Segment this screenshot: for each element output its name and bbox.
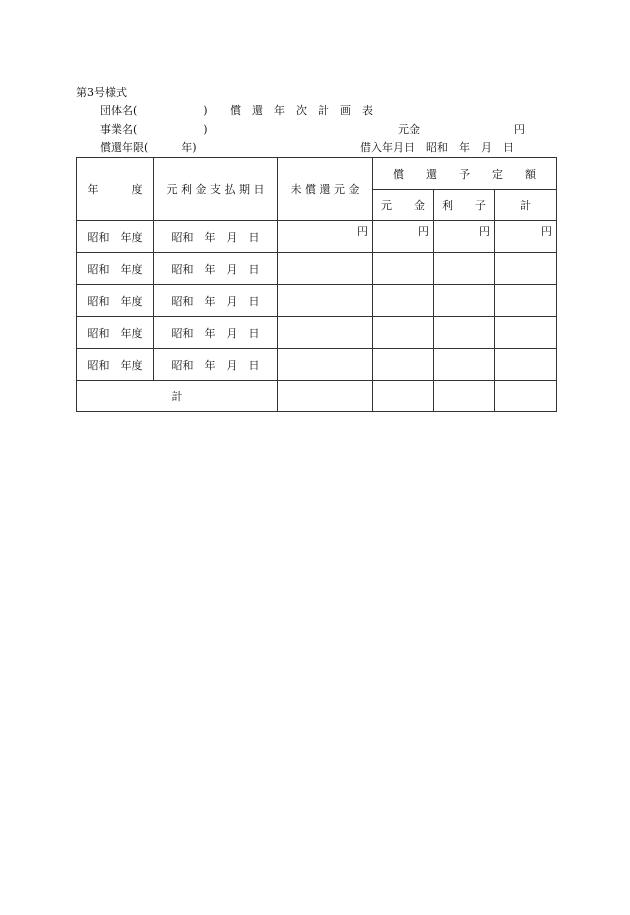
- header-interest: 利 子: [434, 190, 495, 221]
- principal-cell: 円: [373, 221, 434, 253]
- header-scheduled-amount: 償 還 予 定 額: [373, 158, 557, 190]
- total-cell: [495, 253, 557, 285]
- total-cell: [495, 349, 557, 381]
- interest-cell: 円: [434, 221, 495, 253]
- table-row: [77, 253, 557, 285]
- project-name-label: 事業名( ): [100, 123, 208, 136]
- total-label-cell: 計: [77, 381, 278, 412]
- interest-total-cell: [434, 381, 495, 412]
- repayment-schedule-table: [76, 157, 557, 412]
- unpaid-principal-total-cell: [278, 381, 373, 412]
- year-cell: 昭和 年度: [77, 285, 154, 317]
- interest-cell: [434, 317, 495, 349]
- header-year: 年 度: [77, 158, 154, 221]
- year-cell: 昭和 年度: [77, 349, 154, 381]
- payment-date-cell: 昭和 年 月 日: [154, 349, 278, 381]
- unpaid-principal-cell: 円: [278, 221, 373, 253]
- table-row: [77, 317, 557, 349]
- unpaid-principal-cell: [278, 253, 373, 285]
- principal-cell: [373, 253, 434, 285]
- header-total: 計: [495, 190, 557, 221]
- header-row: [77, 158, 557, 190]
- repayment-term-label: 償還年限( 年): [100, 141, 197, 154]
- total-cell: [495, 285, 557, 317]
- unpaid-principal-cell: [278, 349, 373, 381]
- unpaid-principal-cell: [278, 317, 373, 349]
- table-row: [77, 349, 557, 381]
- principal-cell: [373, 285, 434, 317]
- interest-cell: [434, 285, 495, 317]
- unpaid-principal-cell: [278, 285, 373, 317]
- organization-name-label: 団体名( ): [100, 104, 208, 117]
- principal-cell: [373, 317, 434, 349]
- total-cell: 円: [495, 221, 557, 253]
- total-row: [77, 381, 557, 412]
- grand-total-cell: [495, 381, 557, 412]
- payment-date-cell: 昭和 年 月 日: [154, 317, 278, 349]
- document-heading: 償 還 年 次 計 画 表: [230, 104, 373, 117]
- payment-date-cell: 昭和 年 月 日: [154, 221, 278, 253]
- principal-total-cell: [373, 381, 434, 412]
- table-row: [77, 221, 557, 253]
- total-cell: [495, 317, 557, 349]
- interest-cell: [434, 253, 495, 285]
- borrow-date-label: 借入年月日 昭和 年 月 日: [360, 141, 514, 154]
- form-number: 第3号様式: [76, 86, 127, 99]
- payment-date-cell: 昭和 年 月 日: [154, 253, 278, 285]
- header-payment-date: 元 利 金 支 払 期 日: [154, 158, 278, 221]
- payment-date-cell: 昭和 年 月 日: [154, 285, 278, 317]
- table-row: [77, 285, 557, 317]
- principal-unit: 円: [514, 123, 525, 136]
- year-cell: 昭和 年度: [77, 253, 154, 285]
- interest-cell: [434, 349, 495, 381]
- principal-cell: [373, 349, 434, 381]
- header-unpaid-principal: 未 償 還 元 金: [278, 158, 373, 221]
- principal-label: 元金: [398, 123, 420, 136]
- year-cell: 昭和 年度: [77, 317, 154, 349]
- year-cell: 昭和 年度: [77, 221, 154, 253]
- header-principal: 元 金: [373, 190, 434, 221]
